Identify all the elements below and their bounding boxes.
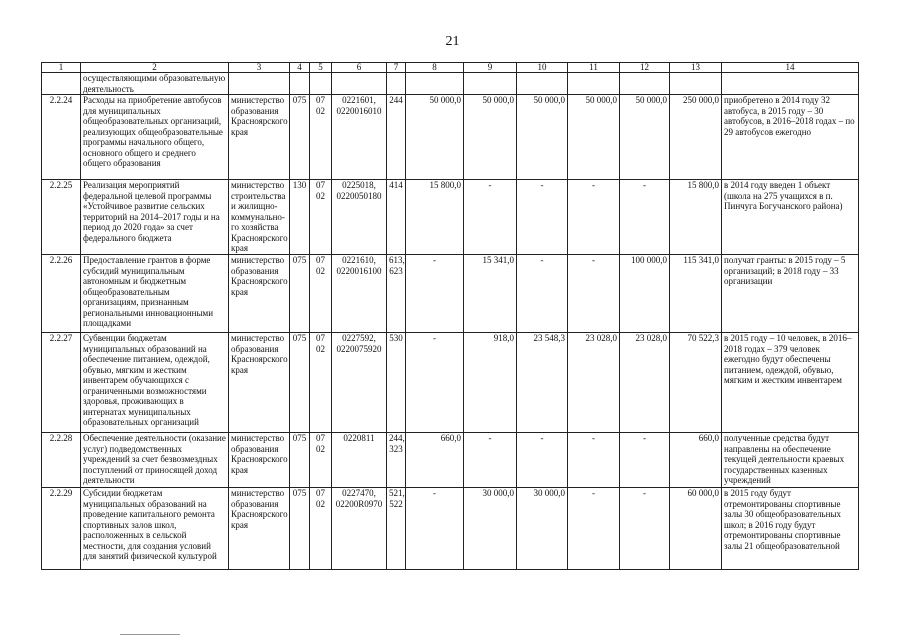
column-header: 14 [722,63,859,73]
row-total: 60 000,0 [670,488,722,570]
row-value-2016: 50 000,0 [517,95,568,180]
row-number: 2.2.25 [42,180,81,255]
row-value-2014: 15 800,0 [406,180,464,255]
row-expense-type: 414 [387,180,406,255]
row-total: 660,0 [670,433,722,488]
column-header: 12 [620,63,670,73]
row-result: полученные средства будут направлены на обеспечение текущей деятельности краевых государственных казенных учреждений [722,433,859,488]
row-value-2017: - [568,433,620,488]
column-header: 11 [568,63,620,73]
row-expense-type: 530 [387,333,406,433]
row-section: 07 02 [310,255,332,333]
row-total: 250 000,0 [670,95,722,180]
row-expense-type: 521, 522 [387,488,406,570]
column-header: 6 [332,63,387,73]
page-number: 21 [445,34,460,49]
row-number: 2.2.26 [42,255,81,333]
row-total: 70 522,3 [670,333,722,433]
row-description: Субсидии бюджетам муниципальных образований на проведение капитального ремонта спортивных залов школ, расположенных в сельской местности, для создания условий для занятий физической культурой [81,488,229,570]
row-number: 2.2.24 [42,95,81,180]
row-value-2015: - [464,180,517,255]
row-code: 075 [290,433,310,488]
row-result: в 2015 году будут отремонтированы спортивные залы 30 общеобразовательных школ; в 2016 году будут отремонтированы спортивные залы 21 общеобразовательной [722,488,859,570]
table-row [42,95,859,180]
row-value-2017: 23 028,0 [568,333,620,433]
row-value-2018: - [620,180,670,255]
row-description: осуществляющими образовательную деятельность [81,73,229,95]
row-code: 075 [290,255,310,333]
row-expense-type: 244 [387,95,406,180]
row-value-2018: 50 000,0 [620,95,670,180]
table-row [42,73,859,95]
row-value-2018: 23 028,0 [620,333,670,433]
row-expense-type: 244, 323 [387,433,406,488]
table-row [42,333,859,433]
row-value-2017: 50 000,0 [568,95,620,180]
row-value-2018: - [620,433,670,488]
row-target-code: 0221610, 0220016100 [332,255,387,333]
row-number: 2.2.29 [42,488,81,570]
row-value-2016: 30 000,0 [517,488,568,570]
row-description: Расходы на приобретение автобусов для муниципальных общеобразовательных организаций, реализующих общеобразовательные программы начального общего, основного общего и среднего общего образования [81,95,229,180]
row-section: 07 02 [310,488,332,570]
row-target-code: 0225018, 0220050180 [332,180,387,255]
column-header: 8 [406,63,464,73]
table-row [42,255,859,333]
row-executor: министерство образования Красноярского края [229,95,290,180]
column-header: 2 [81,63,229,73]
row-expense-type: 613, 623 [387,255,406,333]
row-value-2014: - [406,333,464,433]
table-row [42,488,859,570]
row-total: 15 800,0 [670,180,722,255]
row-value-2016: - [517,433,568,488]
row-value-2014: 50 000,0 [406,95,464,180]
row-result: в 2014 году введен 1 объект (школа на 275 учащихся в п. Пинчуга Богучанского района) [722,180,859,255]
row-executor: министерство строительства и жилищно-коммунально-го хозяйства Красноярского края [229,180,290,255]
column-header: 1 [42,63,81,73]
row-section: 07 02 [310,333,332,433]
column-header: 9 [464,63,517,73]
row-code: 130 [290,180,310,255]
row-result: получат гранты: в 2015 году – 5 организаций; в 2018 году – 33 организации [722,255,859,333]
row-executor: министерство образования Красноярского края [229,333,290,433]
row-number: 2.2.27 [42,333,81,433]
column-number-row [42,63,859,73]
column-header: 5 [310,63,332,73]
row-value-2014: - [406,255,464,333]
table-row [42,433,859,488]
row-description: Реализация мероприятий федеральной целевой программы «Устойчивое развитие сельских территорий на 2014–2017 годы и на период до 2020 года» за счет федерального бюджета [81,180,229,255]
row-value-2016: - [517,255,568,333]
row-value-2014: - [406,488,464,570]
column-header: 3 [229,63,290,73]
row-value-2018: 100 000,0 [620,255,670,333]
row-value-2017: - [568,180,620,255]
row-value-2015: 918,0 [464,333,517,433]
row-value-2016: - [517,180,568,255]
row-code: 075 [290,333,310,433]
row-section: 07 02 [310,95,332,180]
row-target-code: 0220811 [332,433,387,488]
column-header: 7 [387,63,406,73]
row-value-2015: 30 000,0 [464,488,517,570]
row-target-code: 0221601, 0220016010 [332,95,387,180]
row-executor: министерство образования Красноярского края [229,255,290,333]
row-value-2016: 23 548,3 [517,333,568,433]
table-row [42,180,859,255]
row-value-2017: - [568,488,620,570]
row-result: в 2015 году – 10 человек, в 2016–2018 годах – 379 человек ежегодно будут обеспечены питанием, одеждой, обувью, мягким и жестким инвентарем [722,333,859,433]
row-value-2018: - [620,488,670,570]
row-value-2014: 660,0 [406,433,464,488]
row-description: Обеспечение деятельности (оказание услуг) подведомственных учреждений за счет безвозмездных поступлений от приносящей доход деятельности [81,433,229,488]
row-code: 075 [290,488,310,570]
row-target-code: 0227592, 0220075920 [332,333,387,433]
program-table [41,62,859,570]
row-section: 07 02 [310,180,332,255]
row-value-2015: 50 000,0 [464,95,517,180]
row-total: 115 341,0 [670,255,722,333]
row-description: Предоставление грантов в форме субсидий муниципальным автономным и бюджетным общеобразовательным организациям, признанным региональными инновационными площадками [81,255,229,333]
row-executor: министерство образования Красноярского края [229,488,290,570]
row-value-2015: - [464,433,517,488]
column-header: 13 [670,63,722,73]
row-code: 075 [290,95,310,180]
bottom-divider [120,634,180,635]
row-value-2017: - [568,255,620,333]
row-number: 2.2.28 [42,433,81,488]
row-description: Субвенции бюджетам муниципальных образований на обеспечение питанием, одеждой, обувью, мягким и жестким инвентарем обучающихся с ограниченными возможностями здоровья, проживающих в интернатах муниципальных образовательных организаций [81,333,229,433]
row-executor: министерство образования Красноярского края [229,433,290,488]
row-target-code: 0227470, 02200R0970 [332,488,387,570]
column-header: 4 [290,63,310,73]
row-result: приобретено в 2014 году 32 автобуса, в 2015 году – 30 автобусов, в 2016–2018 годах – по 29 автобусов ежегодно [722,95,859,180]
row-section: 07 02 [310,433,332,488]
row-value-2015: 15 341,0 [464,255,517,333]
column-header: 10 [517,63,568,73]
